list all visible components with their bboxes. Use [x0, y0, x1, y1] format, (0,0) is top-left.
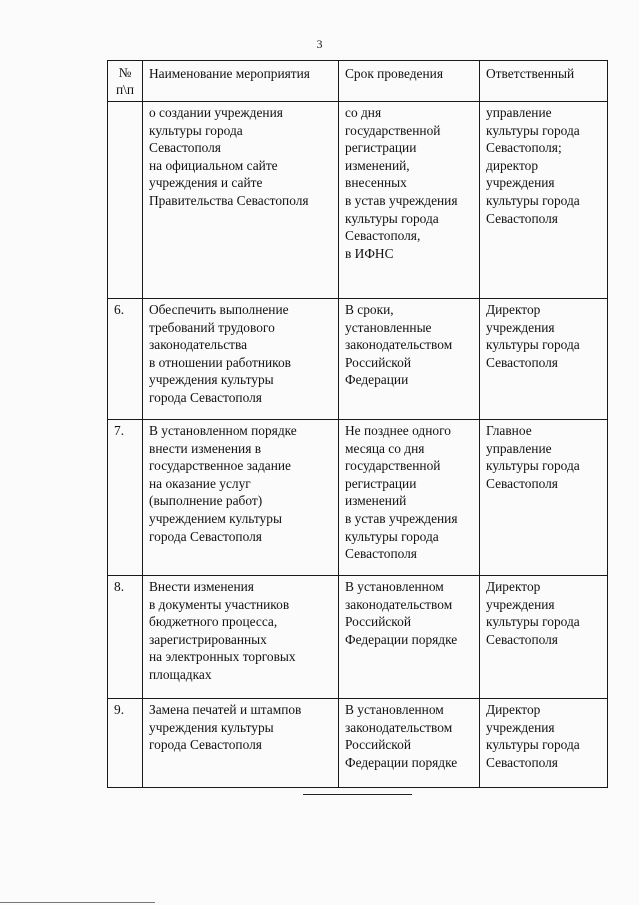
- row-event-name: о создании учреждения культуры города Севастополя на официальном сайте учреждения и сайте Правительства Севастополя: [143, 102, 339, 299]
- table-header-row: [108, 61, 608, 102]
- row-event-name: Внести изменения в документы участников бюджетного процесса, зарегистрированных на электронных торговых площадках: [143, 576, 339, 699]
- header-number: № п\п: [108, 61, 143, 102]
- row-deadline: В установленном законодательством Российской Федерации порядке: [339, 699, 480, 788]
- row-responsible: Главное управление культуры города Севастополя: [480, 420, 608, 576]
- row-event-name: Обеспечить выполнение требований трудового законодательства в отношении работников учреждения культуры города Севастополя: [143, 299, 339, 420]
- row-number: [108, 102, 143, 299]
- page-number: 3: [316, 37, 323, 51]
- header-event-name: Наименование мероприятия: [143, 61, 339, 102]
- table-row: [108, 299, 608, 420]
- events-table: [107, 60, 608, 788]
- row-responsible: Директор учреждения культуры города Севастополя: [480, 299, 608, 420]
- table-row: [108, 420, 608, 576]
- row-deadline: В установленном законодательством Российской Федерации порядке: [339, 576, 480, 699]
- row-number: 7.: [108, 420, 143, 576]
- table-row: [108, 699, 608, 788]
- page-edge-divider: [0, 902, 155, 903]
- row-deadline: Не позднее одного месяца со дня государственной регистрации изменений в устав учреждения культуры города Севастополя: [339, 420, 480, 576]
- row-number: 9.: [108, 699, 143, 788]
- row-event-name: Замена печатей и штампов учреждения культуры города Севастополя: [143, 699, 339, 788]
- row-responsible: Директор учреждения культуры города Севастополя: [480, 699, 608, 788]
- row-deadline: В сроки, установленные законодательством Российской Федерации: [339, 299, 480, 420]
- row-deadline: со дня государственной регистрации изменений, внесенных в устав учреждения культуры города Севастополя, в ИФНС: [339, 102, 480, 299]
- row-number: 8.: [108, 576, 143, 699]
- row-responsible: Директор учреждения культуры города Севастополя: [480, 576, 608, 699]
- table-row: [108, 102, 608, 299]
- header-responsible: Ответственный: [480, 61, 608, 102]
- row-responsible: управление культуры города Севастополя; директор учреждения культуры города Севастополя: [480, 102, 608, 299]
- row-event-name: В установленном порядке внести изменения в государственное задание на оказание услуг (выполнение работ) учреждением культуры города Севастополя: [143, 420, 339, 576]
- end-of-document-divider: [303, 794, 412, 795]
- row-number: 6.: [108, 299, 143, 420]
- table-row: [108, 576, 608, 699]
- header-deadline: Срок проведения: [339, 61, 480, 102]
